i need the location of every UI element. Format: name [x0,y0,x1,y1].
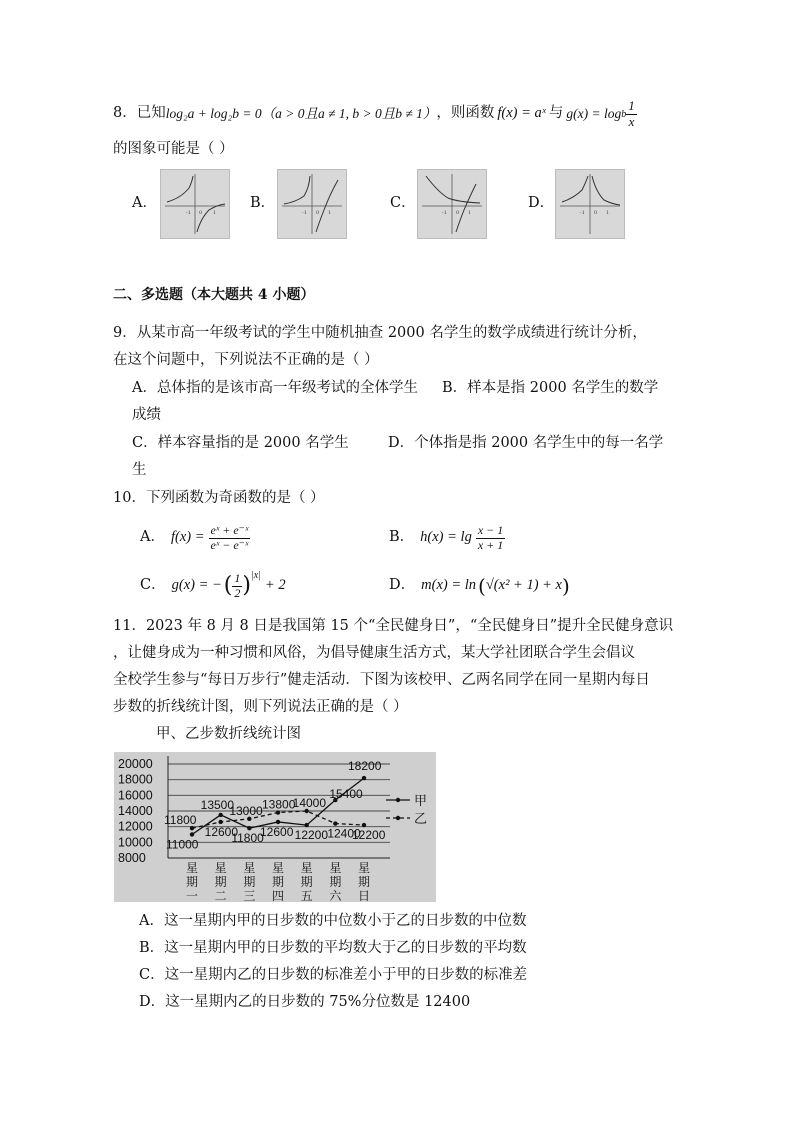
option-d-graph [555,169,625,239]
q10-c-exp: |x| [250,570,261,581]
x-tick-label-char: 期 [300,875,313,889]
x-tick-label-char: 五 [300,889,313,902]
q10-option-c [140,566,286,606]
q9-option-b: B．样本是指 2000 名学生的数学 [442,380,659,396]
x-tick-label-char: 期 [243,875,256,889]
data-label: 12400 [327,826,361,841]
data-label: 12200 [352,828,386,843]
x-tick-label-char: 二 [214,889,227,902]
legend-label: 甲 [414,794,428,809]
q8-g-frac [626,99,637,129]
q8-g-sub: b [621,108,627,120]
data-point [218,820,222,824]
svg-text:1: 1 [328,210,332,216]
q10-d-label: D． [389,577,416,594]
svg-text:-1: -1 [302,210,307,216]
q10-a-num: eˣ + e⁻ˣ [210,523,249,538]
q10-b-lhs: h(x) = lg [420,529,472,546]
y-tick-label: 14000 [118,804,153,818]
svg-text:0: 0 [594,210,598,216]
q9-option-d: D．个体指是指 2000 名学生中的每一名学 [388,435,664,451]
q10-d-inner: √(x² + 1) + x [485,577,562,594]
data-label: 11800 [231,831,264,846]
q9-option-b-cont: 成绩 [132,407,161,423]
q10-c-tail: + 2 [264,577,286,594]
y-tick-label: 12000 [118,819,153,834]
q8-option-a-label: A． [132,195,157,211]
q10-c-paren-close: ) [242,573,251,598]
data-point [247,826,251,830]
q8-option-d-label: D． [528,195,555,211]
q8-cond-expr: log₂a + log₂b = 0 [165,105,262,121]
data-point [276,820,280,824]
data-label: 12600 [204,824,239,839]
q11-option-b: B．这一星期内甲的日步数的平均数大于乙的日步数的平均数 [139,940,527,956]
data-label: 14000 [292,796,327,810]
x-tick-label-char: 期 [214,875,227,889]
q10-option-a [140,518,250,558]
q8-cond-paren: （a > 0且a ≠ 1, b > 0且b ≠ 1） [261,105,437,121]
y-tick-label: 10000 [118,835,153,850]
svg-text:0: 0 [199,210,203,216]
q8-option-b-label: B． [250,195,276,211]
q8-option-c-label: C． [390,195,416,211]
q10-option-d [389,566,570,606]
q10-b-frac [476,524,505,551]
y-tick-label: 16000 [118,788,153,803]
data-label: 13000 [229,803,263,818]
q10-c-paren-open: ( [223,573,233,598]
x-tick-label-char: 期 [272,875,285,889]
data-point [333,821,337,825]
q8-text-c: 与 [548,105,564,122]
q10-a-den: eˣ − e⁻ˣ [210,537,249,552]
q9-option-d-cont: 生 [132,462,147,478]
option-a-graph [160,169,230,239]
x-tick-label-char: 期 [329,875,342,889]
data-label: 18200 [348,759,382,774]
legend-label: 乙 [414,812,428,827]
q11-line4: 步数的折线统计图，则下列说法正确的是（ ） [113,699,408,715]
option-b-graph [277,169,347,239]
q10-d-paren-close: ) [562,574,570,598]
x-tick-label-char: 星 [329,861,342,875]
q9-option-a: A．总体指的是该市高一年级考试的全体学生 [132,380,418,396]
legend-marker [396,798,400,802]
q10-c-den: 2 [234,585,241,600]
x-tick-label-char: 星 [358,861,371,875]
data-point [218,813,222,817]
q9-option-c: C．样本容量指的是 2000 名学生 [132,435,349,451]
q8-number: 8． [113,105,137,122]
q10-c-label: C． [140,577,166,594]
data-label: 13500 [200,797,235,812]
q8-text-a: 已知 [136,105,166,122]
svg-text:-1: -1 [442,210,447,216]
svg-text:0: 0 [456,210,460,216]
data-label: 12600 [260,824,294,839]
q11-option-d: D．这一星期内乙的日步数的 75%分位数是 12400 [139,994,471,1010]
q10-d-paren-open: ( [478,574,486,598]
q9-line2: 在这个问题中，下列说法不正确的是（ ） [113,352,379,368]
data-point [362,823,366,827]
q10-b-den: x + 1 [477,537,504,552]
svg-text:-1: -1 [580,210,585,216]
svg-text:0: 0 [316,210,320,216]
q10-d-lhs: m(x) = ln [421,577,477,594]
y-tick-label: 20000 [118,757,153,771]
q8-g-expr: g(x) = log [566,105,622,121]
q10-option-b [389,518,505,558]
data-label: 15400 [329,787,363,802]
data-label: 11800 [164,813,197,828]
step-count-chart [114,752,436,902]
q8-g-den: x [628,113,635,129]
x-tick-label-char: 期 [358,875,371,889]
data-point [362,776,366,780]
legend-marker [396,816,400,820]
x-tick-label-char: 四 [272,889,285,902]
data-point [190,832,194,836]
q8-line2: 的图象可能是（ ） [113,141,234,157]
q8-f-expr: f(x) = aˣ [497,105,546,122]
q10-a-frac [209,524,251,551]
q10-a-label: A． [140,529,165,546]
q10-b-label: B． [389,529,415,546]
x-tick-label-char: 期 [186,875,199,889]
data-label: 11000 [166,837,199,852]
svg-text:1: 1 [606,210,610,216]
svg-text:-1: -1 [186,210,191,216]
q10-b-num: x − 1 [477,523,504,538]
x-tick-label-char: 星 [214,861,227,875]
q8-line1 [113,96,637,132]
q11-option-c: C．这一星期内乙的日步数的标准差小于甲的日步数的标准差 [139,967,528,983]
q10-c-lhs: g(x) = − [171,577,222,594]
q10-a-lhs: f(x) = [170,529,205,546]
section-title: 二、多选题（本大题共 4 小题） [113,287,315,303]
q10-c-frac [232,572,242,599]
q10-c-num: 1 [234,571,241,586]
q8-text-b: ，则函数 [436,105,495,122]
x-tick-label-char: 星 [300,861,313,875]
x-tick-label-char: 日 [358,889,371,902]
q10-line1: 10．下列函数为奇函数的是（ ） [113,490,325,506]
x-tick-label-char: 星 [272,861,285,875]
svg-text:1: 1 [468,210,472,216]
x-tick-label-char: 星 [243,861,256,875]
x-tick-label-char: 星 [186,861,199,875]
q8-g-num: 1 [628,98,635,114]
data-label: 13800 [262,797,296,812]
data-point [304,823,308,827]
x-tick-label-char: 六 [329,889,342,902]
y-tick-label: 18000 [118,772,153,787]
option-c-graph [417,169,487,239]
svg-text:1: 1 [213,210,217,216]
q11-line2: ，让健身成为一种习惯和风俗，为倡导健康生活方式，某大学社团联合学生会倡议 [113,645,635,661]
x-tick-label-char: 三 [243,889,256,902]
chart-caption: 甲、乙步数折线统计图 [156,726,301,742]
y-tick-label: 8000 [118,851,146,865]
data-label: 12200 [294,828,329,843]
q11-line3: 全校学生参与“每日万步行”健走活动．下图为该校甲、乙两名同学在同一星期内每日 [113,672,650,688]
q11-line1: 11．2023 年 8 月 8 日是我国第 15 个“全民健身日”，“全民健身日”提升全民健身意识 [113,618,674,634]
x-tick-label-char: 一 [186,889,199,902]
line-chart-svg [114,752,436,902]
q11-option-a: A．这一星期内甲的日步数的中位数小于乙的日步数的中位数 [139,913,527,929]
q9-line1: 9．从某市高一年级考试的学生中随机抽查 2000 名学生的数学成绩进行统计分析， [113,325,647,341]
